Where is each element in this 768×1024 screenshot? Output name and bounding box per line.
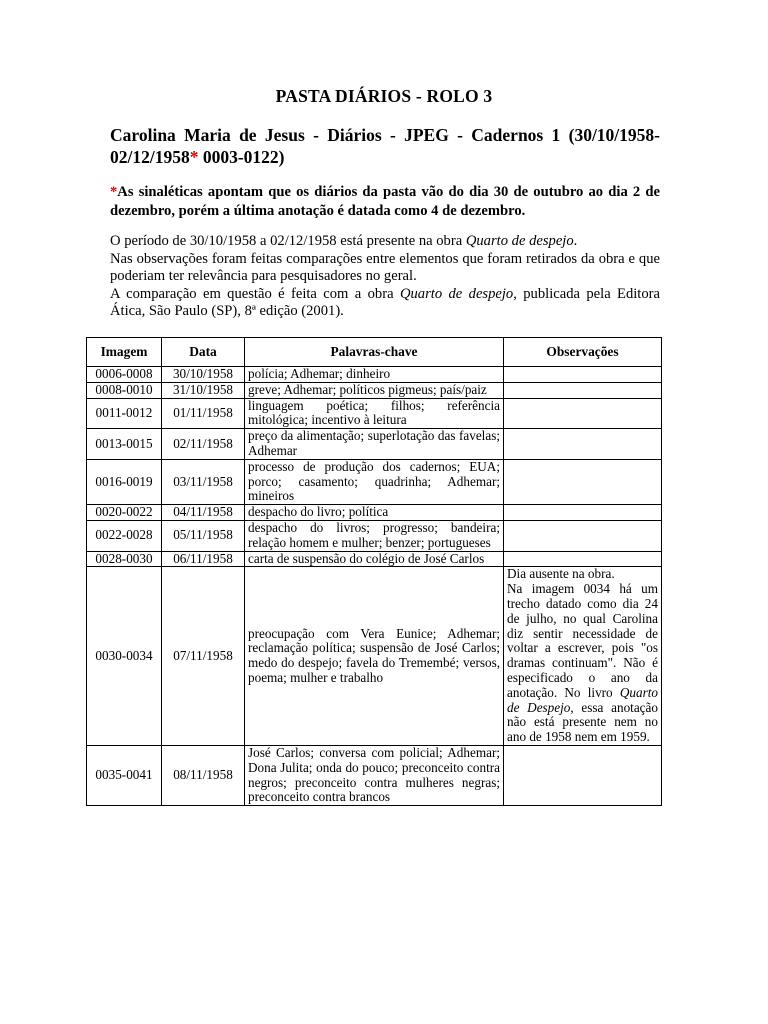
cell-data: 08/11/1958 (162, 745, 245, 805)
column-header-palavras-chave: Palavras-chave (245, 338, 504, 367)
cell-palavras-chave: carta de suspensão do colégio de José Carlos (245, 551, 504, 567)
cell-imagem: 0022-0028 (87, 520, 162, 551)
table-row (87, 520, 662, 551)
table-header-row (87, 338, 662, 367)
cell-palavras-chave: preocupação com Vera Eunice; Adhemar; reclamação política; suspensão de José Carlos; medo do despejo; favela do Tremembé; versos, poema; mulher e trabalho (245, 567, 504, 746)
cell-imagem: 0006-0008 (87, 367, 162, 383)
document-subtitle (110, 124, 660, 168)
cell-imagem: 0035-0041 (87, 745, 162, 805)
cell-observacoes (504, 429, 662, 460)
intro-paragraph-observations: Nas observações foram feitas comparações entre elementos que foram retirados da obra e que poderiam ter relevância para pesquisadores no geral. (110, 250, 660, 284)
subtitle-range: 0003-0122) (198, 147, 285, 167)
cell-imagem: 0013-0015 (87, 429, 162, 460)
cell-palavras-chave: preço da alimentação; superlotação das favelas; Adhemar (245, 429, 504, 460)
cell-observacoes (504, 520, 662, 551)
cell-data: 01/11/1958 (162, 398, 245, 429)
cell-imagem: 0008-0010 (87, 382, 162, 398)
table-row (87, 551, 662, 567)
table-row (87, 567, 662, 746)
intro-p3-end: , publicada pela Editora Ática, São Paulo (SP), 8ª edição (2001). (110, 285, 660, 319)
column-header-data: Data (162, 338, 245, 367)
table-row (87, 382, 662, 398)
table-row (87, 429, 662, 460)
cell-palavras-chave: polícia; Adhemar; dinheiro (245, 367, 504, 383)
cell-observacoes (504, 745, 662, 805)
table-row (87, 745, 662, 805)
subtitle-text: Carolina Maria de Jesus - Diários - JPEG - Cadernos 1 (30/10/1958-02/12/1958 (110, 125, 660, 167)
cell-imagem: 0028-0030 (87, 551, 162, 567)
cell-data: 07/11/1958 (162, 567, 245, 746)
diary-table (86, 337, 662, 806)
cell-observacoes (504, 382, 662, 398)
cell-data: 30/10/1958 (162, 367, 245, 383)
cell-imagem: 0020-0022 (87, 505, 162, 521)
cell-palavras-chave: despacho do livro; política (245, 505, 504, 521)
intro-paragraph-edition (110, 286, 660, 321)
cell-palavras-chave: linguagem poética; filhos; referência mitológica; incentivo à leitura (245, 398, 504, 429)
cell-data: 05/11/1958 (162, 520, 245, 551)
document-title: PASTA DIÁRIOS - ROLO 3 (275, 86, 493, 106)
book-title: Quarto de Despejo (507, 684, 658, 715)
book-title: Quarto de despejo (399, 285, 514, 302)
cell-observacoes (504, 567, 662, 746)
intro-p1-end: . (573, 233, 578, 249)
table-row (87, 459, 662, 504)
cell-palavras-chave: José Carlos; conversa com policial; Adhemar; Dona Julita; onda do pouco; preconceito contra negros; preconceito contra mulheres negras; preconceito contra brancos (245, 745, 504, 805)
table-row (87, 505, 662, 521)
obs-absent-line: Dia ausente na obra. (507, 566, 615, 582)
column-header-imagem: Imagem (87, 338, 162, 367)
cell-imagem: 0030-0034 (87, 567, 162, 746)
intro-p1-text: O período de 30/10/1958 a 02/12/1958 está presente na obra (110, 233, 466, 249)
table-row (87, 398, 662, 429)
obs-text: Na imagem 0034 há um trecho datado como dia 24 de julho, no qual Carolina diz sentir necessidade de voltar a escrever, pois "os dramas continuam". Não é especificado o ano da anotação. No livro Quarto de Despejo, essa anotação não está presente nem no ano de 1958 nem em 1959. (507, 581, 658, 745)
intro-text (110, 233, 660, 321)
cell-observacoes (504, 398, 662, 429)
cell-observacoes (504, 459, 662, 504)
cell-imagem: 0016-0019 (87, 459, 162, 504)
cell-palavras-chave: greve; Adhemar; políticos pigmeus; país/paiz (245, 382, 504, 398)
cell-observacoes (504, 505, 662, 521)
note-text: As sinaléticas apontam que os diários da pasta vão do dia 30 de outubro ao dia 2 de dezembro, porém a última anotação é datada como 4 de dezembro. (110, 184, 660, 219)
asterisk-note (110, 183, 660, 221)
cell-data: 04/11/1958 (162, 505, 245, 521)
intro-paragraph-period (110, 233, 660, 251)
cell-observacoes (504, 367, 662, 383)
cell-observacoes (504, 551, 662, 567)
column-header-observacoes: Observações (504, 338, 662, 367)
cell-data: 03/11/1958 (162, 459, 245, 504)
cell-palavras-chave: despacho do livros; progresso; bandeira; relação homem e mulher; benzer; portugueses (245, 520, 504, 551)
cell-palavras-chave: processo de produção dos cadernos; EUA; porco; casamento; quadrinha; Adhemar; mineiros (245, 459, 504, 504)
intro-p3-text: A comparação em questão é feita com a obra (110, 285, 400, 302)
book-title: Quarto de despejo (465, 233, 574, 249)
cell-data: 06/11/1958 (162, 551, 245, 567)
table-row (87, 367, 662, 383)
cell-data: 31/10/1958 (162, 382, 245, 398)
note-asterisk: * (110, 184, 118, 200)
subtitle-asterisk: * (189, 147, 199, 167)
cell-data: 02/11/1958 (162, 429, 245, 460)
cell-imagem: 0011-0012 (87, 398, 162, 429)
